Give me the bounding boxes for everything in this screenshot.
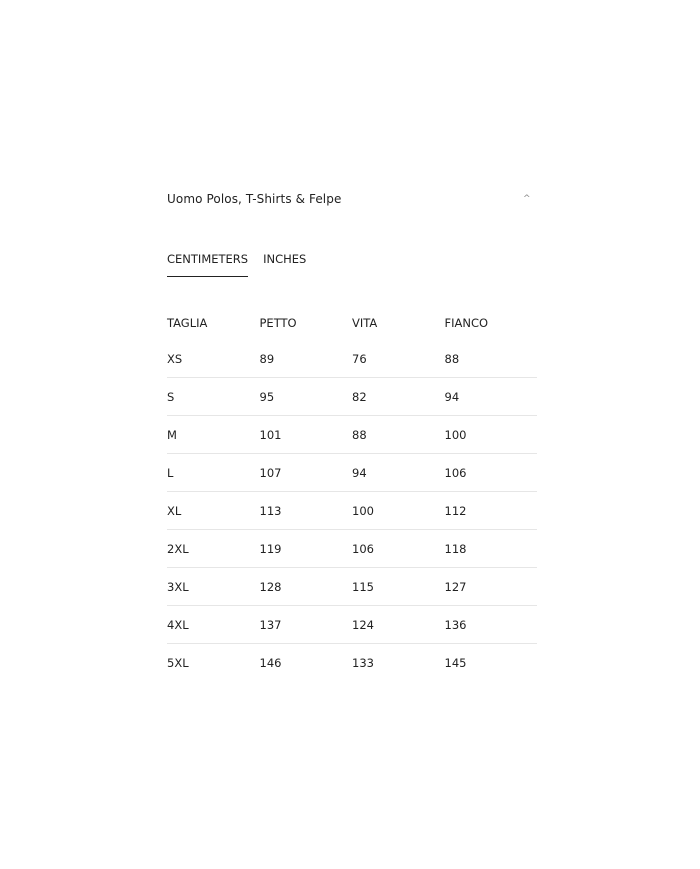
table-row [167, 416, 537, 454]
table-cell: 2XL [167, 541, 189, 556]
table-cell: 89 [259, 351, 275, 366]
table-cell: 100 [352, 503, 374, 518]
table-cell: 127 [444, 579, 467, 594]
table-cell: 146 [259, 655, 282, 670]
table-row [167, 568, 537, 606]
table-row [167, 454, 537, 492]
table-cell: 95 [259, 389, 275, 404]
table-row [167, 530, 537, 568]
table-cell: 101 [259, 427, 282, 442]
column-header: TAGLIA [167, 315, 208, 330]
table-cell: 137 [259, 617, 282, 632]
table-cell: 124 [352, 617, 374, 632]
table-cell: 136 [444, 617, 467, 632]
unit-tabs [167, 252, 306, 277]
table-cell: 4XL [167, 617, 189, 632]
table-cell: 106 [352, 541, 374, 556]
table-row [167, 378, 537, 416]
table-row [167, 606, 537, 644]
table-cell: XL [167, 503, 182, 518]
table-row [167, 492, 537, 530]
table-cell: 107 [259, 465, 282, 480]
table-cell: 3XL [167, 579, 189, 594]
table-cell: 106 [444, 465, 467, 480]
tab-inches[interactable]: INCHES [263, 252, 307, 266]
table-cell: 119 [259, 541, 282, 556]
table-cell: 82 [352, 389, 367, 404]
size-table [167, 305, 537, 681]
table-row [167, 340, 537, 378]
column-header: VITA [352, 315, 378, 330]
table-cell: XS [167, 351, 183, 366]
table-cell: 88 [444, 351, 460, 366]
table-cell: 128 [259, 579, 282, 594]
column-header: PETTO [259, 315, 297, 330]
table-cell: 115 [352, 579, 374, 594]
tab-centimeters[interactable]: CENTIMETERS [167, 252, 248, 277]
table-row [167, 644, 537, 682]
accordion-title: Uomo Polos, T-Shirts & Felpe [167, 192, 342, 206]
table-cell: 5XL [167, 655, 189, 670]
table-cell: 100 [444, 427, 467, 442]
table-cell: M [167, 427, 177, 442]
table-cell: L [167, 465, 174, 480]
table-cell: 133 [352, 655, 374, 670]
table-cell: 94 [352, 465, 367, 480]
table-cell: 113 [259, 503, 282, 518]
table-cell: S [167, 389, 175, 404]
table-cell: 112 [444, 503, 467, 518]
table-cell: 118 [444, 541, 467, 556]
chevron-up-icon[interactable]: ^ [523, 194, 531, 204]
column-header: FIANCO [444, 315, 489, 330]
table-header-row [167, 305, 537, 340]
table-cell: 76 [352, 351, 367, 366]
table-cell: 88 [352, 427, 367, 442]
table-cell: 94 [444, 389, 460, 404]
table-cell: 145 [444, 655, 467, 670]
